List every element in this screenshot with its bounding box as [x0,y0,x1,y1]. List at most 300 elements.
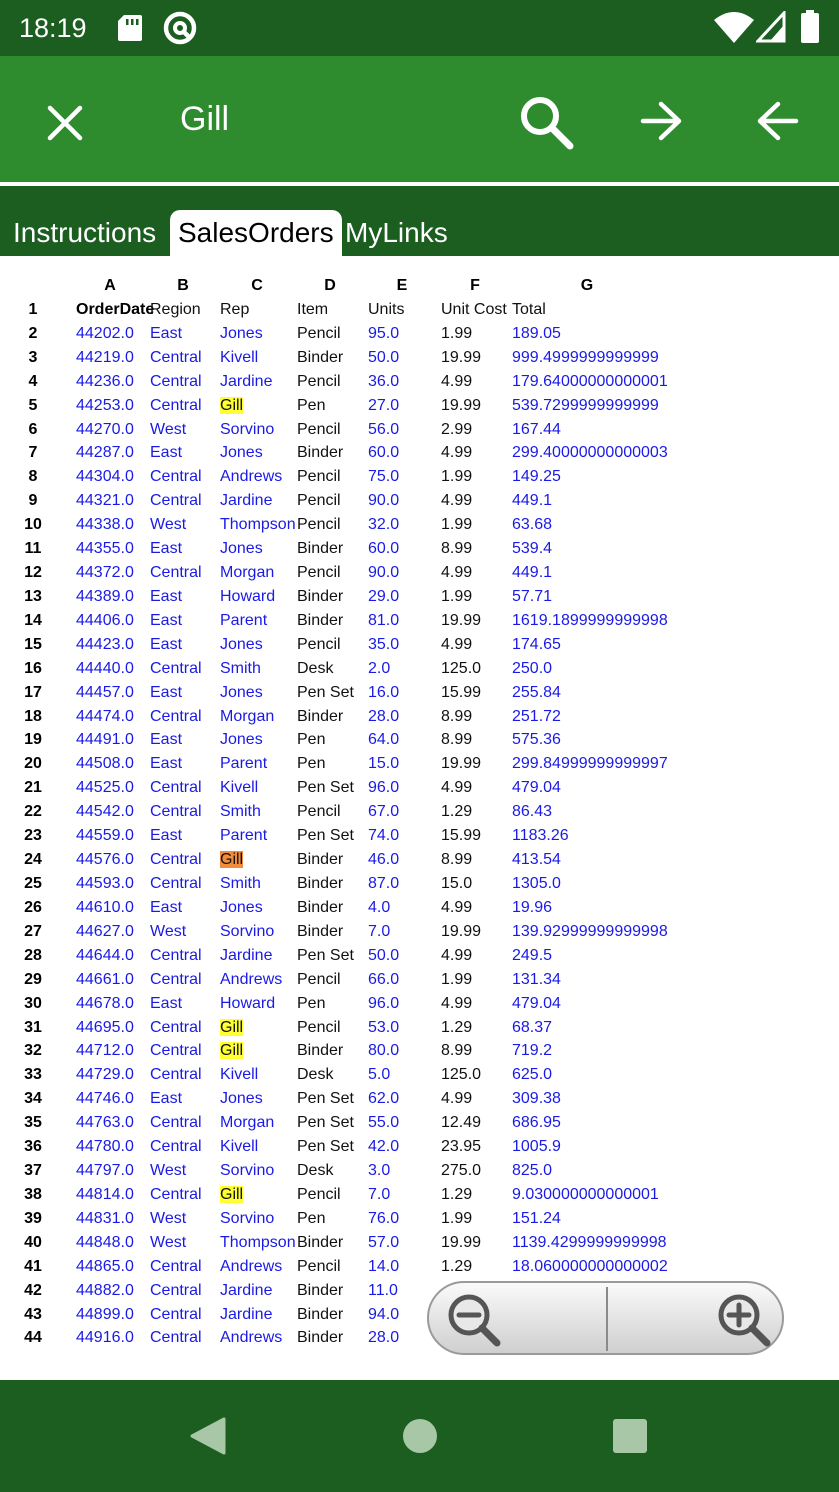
table-cell[interactable]: Pencil [297,468,341,486]
table-cell[interactable]: Smith [220,875,261,892]
row-number[interactable]: 2 [28,324,38,342]
table-cell[interactable]: Morgan [220,1114,275,1132]
row-number[interactable]: 35 [24,1114,42,1132]
row-number[interactable]: 41 [24,1257,42,1275]
table-cell[interactable]: 19.99 [441,755,482,773]
header-cell[interactable]: Units [368,300,405,318]
table-cell[interactable]: 999.4999999999999 [512,348,659,366]
table-cell[interactable]: 8.99 [441,1042,473,1060]
tab-instructions[interactable]: Instructions [13,217,157,248]
table-cell[interactable]: 67.0 [368,803,400,821]
column-header-e[interactable]: E [396,277,408,294]
row-number[interactable]: 37 [24,1162,42,1180]
table-cell[interactable]: 44559.0 [76,827,134,845]
table-cell[interactable]: Sorvino [220,1162,275,1180]
table-cell[interactable]: West [150,1162,187,1180]
table-cell[interactable]: Andrews [220,468,283,486]
table-cell[interactable]: Binder [297,587,344,605]
row-number[interactable]: 18 [24,707,42,725]
table-cell[interactable]: 1.99 [441,970,473,988]
table-cell[interactable]: 7.0 [368,922,391,940]
row-number[interactable]: 20 [24,755,42,773]
row-number[interactable]: 13 [24,587,42,605]
column-header-f[interactable]: F [470,277,480,294]
table-cell[interactable]: 309.38 [512,1090,561,1108]
row-number[interactable]: 26 [24,898,42,916]
table-cell[interactable]: Pen Set [297,827,354,845]
table-cell[interactable]: Central [150,851,202,869]
row-number[interactable]: 28 [24,946,42,964]
table-cell[interactable]: 44372.0 [76,564,134,582]
table-cell[interactable]: 9.030000000000001 [512,1185,659,1203]
table-cell[interactable]: 44457.0 [76,683,134,701]
table-cell[interactable]: 44644.0 [76,946,134,964]
table-cell[interactable]: 4.99 [441,779,473,797]
table-cell[interactable]: 44321.0 [76,492,134,510]
table-cell[interactable]: Desk [297,1066,334,1084]
table-cell[interactable]: 5.0 [368,1066,391,1084]
table-cell[interactable]: 44593.0 [76,875,134,892]
table-cell[interactable]: Jones [220,1090,263,1108]
table-cell[interactable]: Parent [220,827,268,845]
table-cell[interactable]: 1.29 [441,1018,473,1036]
table-cell[interactable]: 60.0 [368,444,400,462]
table-cell[interactable]: East [150,611,183,629]
search-query[interactable]: Gill [180,100,230,138]
row-number[interactable]: 14 [24,611,42,629]
table-cell[interactable]: 50.0 [368,348,400,366]
table-cell[interactable]: West [150,1233,187,1251]
row-number[interactable]: 22 [24,803,42,821]
table-cell[interactable]: 15.99 [441,827,482,845]
table-cell[interactable]: 44780.0 [76,1138,134,1156]
table-cell[interactable]: 27.0 [368,396,400,414]
table-cell[interactable]: Binder [297,922,344,940]
nav-back-icon[interactable] [190,1417,226,1460]
table-cell[interactable]: 44899.0 [76,1305,134,1323]
table-cell[interactable]: 66.0 [368,970,400,988]
table-cell[interactable]: 19.99 [441,922,482,940]
table-cell[interactable]: 50.0 [368,946,400,964]
table-cell[interactable]: 1305.0 [512,875,561,892]
table-cell[interactable]: 8.99 [441,707,473,725]
table-cell[interactable]: East [150,635,183,653]
table-cell[interactable]: 189.05 [512,324,561,342]
table-cell[interactable]: 14.0 [368,1257,400,1275]
row-number[interactable]: 10 [24,516,42,534]
table-cell[interactable]: Binder [297,875,344,892]
table-cell[interactable]: 19.99 [441,396,482,414]
table-cell[interactable]: 1.99 [441,468,473,486]
table-cell[interactable]: 57.0 [368,1233,400,1251]
table-cell[interactable]: Pencil [297,564,341,582]
table-cell[interactable]: 15.0 [368,755,400,773]
table-cell[interactable]: Kivell [220,1138,259,1156]
table-cell[interactable]: 63.68 [512,516,553,534]
table-cell[interactable]: 44287.0 [76,444,134,462]
table-cell[interactable]: 2.99 [441,420,473,438]
table-cell[interactable]: West [150,1209,187,1227]
table-cell[interactable]: 80.0 [368,1042,400,1060]
table-cell[interactable]: 44355.0 [76,540,134,558]
table-cell[interactable]: Pen Set [297,1090,354,1108]
table-cell[interactable]: 44695.0 [76,1018,134,1036]
table-cell[interactable]: Central [150,1281,202,1299]
row-number[interactable]: 21 [24,779,42,797]
table-cell[interactable]: Binder [297,1329,344,1347]
row-number[interactable]: 43 [24,1305,42,1323]
table-cell[interactable]: 44202.0 [76,324,134,342]
row-number[interactable]: 29 [24,970,42,988]
table-cell[interactable]: 44848.0 [76,1233,134,1251]
table-cell[interactable]: Pencil [297,420,341,438]
table-cell[interactable]: Central [150,659,202,677]
table-cell[interactable]: Pencil [297,970,341,988]
row-number[interactable]: 36 [24,1138,42,1156]
table-cell[interactable]: 44814.0 [76,1185,134,1203]
table-cell[interactable]: 251.72 [512,707,561,725]
table-cell[interactable]: Jardine [220,492,273,510]
table-cell[interactable]: Pencil [297,803,341,821]
table-cell[interactable]: 90.0 [368,564,400,582]
table-cell[interactable]: Pen Set [297,1138,354,1156]
table-cell[interactable]: Howard [220,587,276,605]
table-cell[interactable]: 1.99 [441,587,473,605]
table-cell[interactable]: Kivell [220,779,259,797]
table-cell[interactable]: 64.0 [368,731,400,749]
table-cell[interactable]: Central [150,1185,202,1203]
row-number[interactable]: 44 [24,1329,42,1347]
table-cell[interactable]: 74.0 [368,827,400,845]
nav-recent-icon[interactable] [612,1418,648,1459]
row-number[interactable]: 6 [28,420,38,438]
row-number[interactable]: 8 [28,468,38,486]
table-cell[interactable]: 44746.0 [76,1090,134,1108]
table-cell[interactable]: 686.95 [512,1114,561,1132]
table-cell[interactable]: Pencil [297,492,341,510]
tab-salesorders[interactable]: SalesOrders [170,210,342,256]
table-cell[interactable] [220,394,243,418]
table-cell[interactable]: Binder [297,540,344,558]
table-cell[interactable]: Central [150,946,202,964]
close-icon[interactable] [44,102,86,144]
row-number[interactable]: 33 [24,1066,42,1084]
table-cell[interactable]: 413.54 [512,851,561,869]
table-cell[interactable]: Central [150,1138,202,1156]
table-cell[interactable]: West [150,420,187,438]
table-cell[interactable]: 16.0 [368,683,400,701]
arrow-right-icon[interactable] [639,100,685,147]
table-cell[interactable]: 4.99 [441,635,473,653]
table-cell[interactable]: 15.99 [441,683,482,701]
table-cell[interactable]: Binder [297,444,344,462]
table-cell[interactable]: 18.060000000000002 [512,1257,668,1275]
table-cell[interactable]: 44389.0 [76,587,134,605]
table-cell[interactable]: Sorvino [220,1209,275,1227]
row-number[interactable]: 24 [24,851,42,869]
table-cell[interactable]: Central [150,1066,202,1084]
table-cell[interactable]: 44627.0 [76,922,134,940]
table-cell[interactable]: Smith [220,803,261,821]
table-cell[interactable]: Central [150,1257,202,1275]
table-cell[interactable]: 1005.9 [512,1138,561,1156]
table-cell[interactable]: Central [150,468,202,486]
table-cell[interactable]: 249.5 [512,946,553,964]
table-cell[interactable]: 57.71 [512,587,553,605]
table-cell[interactable]: 44406.0 [76,611,134,629]
table-cell[interactable]: Central [150,779,202,797]
table-cell[interactable]: 62.0 [368,1090,400,1108]
table-cell[interactable]: 149.25 [512,468,561,486]
row-number[interactable]: 30 [24,994,42,1012]
table-cell[interactable]: 95.0 [368,324,400,342]
column-header-c[interactable]: C [251,277,263,294]
table-cell[interactable]: 131.34 [512,970,561,988]
row-number[interactable]: 19 [24,731,42,749]
table-cell[interactable] [220,1183,243,1207]
row-number[interactable]: 11 [24,540,42,558]
table-cell[interactable]: Binder [297,707,344,725]
table-cell[interactable]: Central [150,707,202,725]
table-cell[interactable]: 94.0 [368,1305,400,1323]
row-number[interactable]: 12 [24,564,42,582]
table-cell[interactable]: Kivell [220,1066,259,1084]
table-cell[interactable]: 4.99 [441,898,473,916]
table-cell[interactable]: Jardine [220,1305,273,1323]
table-cell[interactable]: 44729.0 [76,1066,134,1084]
table-cell[interactable]: 539.4 [512,540,553,558]
header-cell[interactable]: Item [297,300,329,318]
table-cell[interactable]: 4.0 [368,898,391,916]
table-cell[interactable]: 44474.0 [76,707,134,725]
table-cell[interactable]: 44270.0 [76,420,134,438]
table-cell[interactable]: 4.99 [441,564,473,582]
table-cell[interactable]: Central [150,1329,202,1347]
row-number[interactable]: 40 [24,1233,42,1251]
table-cell[interactable]: Jones [220,444,263,462]
row-number[interactable]: 23 [24,827,42,845]
search-icon[interactable] [516,92,578,159]
table-cell[interactable]: Binder [297,611,344,629]
table-cell[interactable]: East [150,683,183,701]
table-cell[interactable]: 1.99 [441,516,473,534]
table-cell[interactable]: Central [150,970,202,988]
spreadsheet-grid[interactable] [0,256,839,1380]
table-cell[interactable]: Desk [297,659,334,677]
table-cell[interactable]: 90.0 [368,492,400,510]
table-cell[interactable]: 44236.0 [76,372,134,390]
table-cell[interactable]: Morgan [220,707,275,725]
table-cell[interactable] [220,848,243,872]
table-cell[interactable]: 479.04 [512,994,561,1012]
table-cell[interactable]: East [150,540,183,558]
table-cell[interactable]: Pencil [297,1257,341,1275]
table-cell[interactable]: 44610.0 [76,898,134,916]
table-cell[interactable]: Pen [297,396,326,414]
table-cell[interactable]: Jones [220,635,263,653]
table-cell[interactable]: 44576.0 [76,851,134,869]
table-cell[interactable]: 42.0 [368,1138,400,1156]
table-cell[interactable]: Andrews [220,1329,283,1347]
table-cell[interactable]: Jardine [220,946,273,964]
table-cell[interactable]: Pen [297,994,326,1012]
zoom-out-icon[interactable] [445,1291,505,1354]
table-cell[interactable]: Pencil [297,372,341,390]
table-cell[interactable]: 44304.0 [76,468,134,486]
table-cell[interactable]: Central [150,564,202,582]
table-cell[interactable]: 32.0 [368,516,400,534]
table-cell[interactable]: Kivell [220,348,259,366]
table-cell[interactable]: Pen Set [297,946,354,964]
table-cell[interactable]: 1.29 [441,803,473,821]
table-cell[interactable]: Jardine [220,372,273,390]
table-cell[interactable]: 3.0 [368,1162,391,1180]
table-cell[interactable]: 4.99 [441,372,473,390]
table-cell[interactable]: 55.0 [368,1114,400,1132]
table-cell[interactable]: 81.0 [368,611,400,629]
table-cell[interactable]: 19.96 [512,898,553,916]
table-cell[interactable]: Andrews [220,1257,283,1275]
table-cell[interactable]: Pencil [297,324,341,342]
table-cell[interactable]: Desk [297,1162,334,1180]
table-cell[interactable]: 151.24 [512,1209,561,1227]
table-cell[interactable]: Parent [220,611,268,629]
table-cell[interactable]: 76.0 [368,1209,400,1227]
table-cell[interactable]: 68.37 [512,1018,553,1036]
table-cell[interactable]: 44542.0 [76,803,134,821]
table-cell[interactable]: 539.7299999999999 [512,396,659,414]
table-cell[interactable]: 15.0 [441,875,473,892]
table-cell[interactable]: 96.0 [368,779,400,797]
table-cell[interactable]: 299.40000000000003 [512,444,668,462]
table-cell[interactable]: 87.0 [368,875,400,892]
table-cell[interactable]: 8.99 [441,731,473,749]
table-cell[interactable]: Central [150,1114,202,1132]
table-cell[interactable]: 36.0 [368,372,400,390]
table-cell[interactable]: 275.0 [441,1162,482,1180]
table-cell[interactable]: 28.0 [368,707,400,725]
table-cell[interactable]: 75.0 [368,468,400,486]
table-cell[interactable]: Andrews [220,970,283,988]
header-cell[interactable]: Rep [220,300,250,318]
table-cell[interactable]: Central [150,875,202,892]
table-cell[interactable]: 449.1 [512,564,553,582]
table-cell[interactable]: Binder [297,1281,344,1299]
table-cell[interactable]: East [150,755,183,773]
header-cell[interactable]: OrderDate [76,300,155,318]
table-cell[interactable]: Jardine [220,1281,273,1299]
row-number[interactable]: 9 [28,492,38,510]
table-cell[interactable]: 8.99 [441,851,473,869]
table-cell[interactable]: 174.65 [512,635,561,653]
column-header-g[interactable]: G [580,277,594,294]
table-cell[interactable]: 255.84 [512,683,561,701]
table-cell[interactable]: Central [150,396,202,414]
table-cell[interactable]: 479.04 [512,779,561,797]
tab-mylinks[interactable]: MyLinks [345,217,448,248]
table-cell[interactable]: 1.29 [441,1185,473,1203]
table-cell[interactable]: 1619.1899999999998 [512,611,668,629]
table-cell[interactable]: 4.99 [441,1090,473,1108]
header-cell[interactable]: Unit Cost [441,300,507,318]
table-cell[interactable]: 44253.0 [76,396,134,414]
table-cell[interactable]: Pen Set [297,683,354,701]
table-cell[interactable]: 8.99 [441,540,473,558]
table-cell[interactable]: Central [150,1305,202,1323]
table-cell[interactable]: 19.99 [441,348,482,366]
table-cell[interactable]: 44661.0 [76,970,134,988]
table-cell[interactable]: 46.0 [368,851,400,869]
table-cell[interactable]: Sorvino [220,922,275,940]
row-number[interactable]: 32 [24,1042,42,1060]
arrow-left-icon[interactable] [754,100,800,147]
nav-home-icon[interactable] [402,1418,438,1459]
row-number[interactable]: 16 [24,659,42,677]
table-cell[interactable]: 7.0 [368,1185,391,1203]
table-cell[interactable]: Central [150,372,202,390]
table-cell[interactable]: East [150,324,183,342]
table-cell[interactable]: Central [150,492,202,510]
zoom-in-icon[interactable] [715,1291,775,1354]
column-header-b[interactable]: B [177,277,189,294]
table-cell[interactable]: Binder [297,898,344,916]
table-cell[interactable]: Central [150,1018,202,1036]
table-cell[interactable]: Pen [297,1209,326,1227]
table-cell[interactable]: 23.95 [441,1138,482,1156]
row-number[interactable]: 25 [24,875,42,892]
table-cell[interactable]: 44219.0 [76,348,134,366]
table-cell[interactable]: Pencil [297,635,341,653]
table-cell[interactable]: Pencil [297,516,341,534]
table-cell[interactable]: Jones [220,683,263,701]
table-cell[interactable]: Pencil [297,1018,341,1036]
table-cell[interactable]: 2.0 [368,659,391,677]
table-cell[interactable]: 60.0 [368,540,400,558]
row-number[interactable]: 3 [28,348,38,366]
table-cell[interactable]: East [150,1090,183,1108]
table-cell[interactable]: 86.43 [512,803,553,821]
table-cell[interactable]: 1183.26 [512,827,569,845]
table-cell[interactable]: Thompson [220,1233,296,1251]
table-cell[interactable]: 44882.0 [76,1281,134,1299]
table-cell[interactable]: 12.49 [441,1114,482,1132]
table-cell[interactable]: Jones [220,324,263,342]
table-cell[interactable]: East [150,731,183,749]
header-cell[interactable]: Total [512,300,546,318]
row-number[interactable]: 1 [28,300,38,318]
table-cell[interactable]: Howard [220,994,276,1012]
table-cell[interactable]: 1.29 [441,1257,473,1275]
row-number[interactable]: 39 [24,1209,42,1227]
table-cell[interactable]: Morgan [220,564,275,582]
table-cell[interactable]: 44678.0 [76,994,134,1012]
table-cell[interactable]: 19.99 [441,611,482,629]
table-cell[interactable]: 250.0 [512,659,553,677]
table-cell[interactable]: 4.99 [441,492,473,510]
table-cell[interactable]: 56.0 [368,420,400,438]
table-cell[interactable]: 719.2 [512,1042,553,1060]
table-cell[interactable]: 29.0 [368,587,400,605]
table-cell[interactable]: 11.0 [368,1281,398,1299]
column-header-d[interactable]: D [324,277,336,294]
table-cell[interactable]: 44763.0 [76,1114,134,1132]
table-cell[interactable]: East [150,827,183,845]
table-cell[interactable]: Sorvino [220,420,275,438]
table-cell[interactable]: 167.44 [512,420,561,438]
table-cell[interactable]: East [150,994,183,1012]
table-cell[interactable]: 179.64000000000001 [512,372,668,390]
table-cell[interactable]: Jones [220,898,263,916]
